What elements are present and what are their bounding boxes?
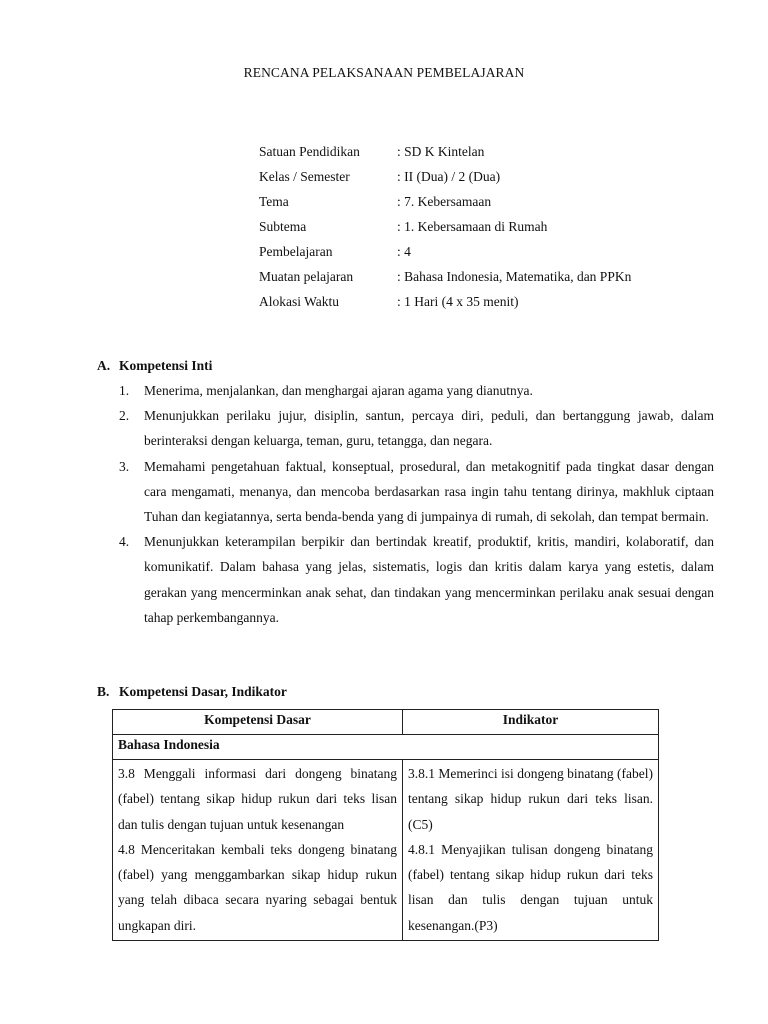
section-b-heading	[97, 682, 287, 702]
identity-label: Satuan Pendidikan	[259, 144, 360, 159]
table-header-row	[113, 710, 659, 735]
identity-row-alokasi	[259, 291, 679, 316]
section-title: Kompetensi Dasar, Indikator	[119, 684, 287, 699]
indikator-paragraph: 3.8.1 Memerinci isi dongeng binatang (fabel) tentang sikap hidup rukun dari teks lisan.(C5)	[408, 766, 653, 832]
identity-row-kelas	[259, 166, 679, 191]
indikator-cell	[403, 760, 659, 941]
column-header-kompetensi-dasar: Kompetensi Dasar	[113, 710, 403, 735]
section-title: Kompetensi Inti	[119, 358, 213, 373]
list-number: 2.	[119, 408, 130, 424]
identity-label: Subtema	[259, 219, 307, 234]
table-row	[113, 760, 659, 941]
identity-label: Kelas / Semester	[259, 169, 350, 184]
identity-row-pembelajaran	[259, 241, 679, 266]
identity-value: : 4	[397, 244, 411, 259]
identity-row-satuan	[259, 141, 679, 166]
list-number: 4.	[119, 534, 130, 550]
section-letter: A.	[97, 358, 111, 373]
list-number: 1.	[119, 383, 130, 398]
kompetensi-dasar-table	[112, 709, 659, 941]
identity-row-subtema	[259, 216, 679, 241]
identity-row-muatan	[259, 266, 679, 291]
section-a-heading	[97, 356, 212, 376]
identity-block	[259, 141, 679, 316]
column-header-indikator: Indikator	[403, 710, 659, 735]
kompetensi-inti-list	[119, 378, 714, 630]
indikator-paragraph: 4.8.1 Menyajikan tulisan dongeng binatang (fabel) tentang sikap hidup rukun dari teks lisan dan tulis dengan tujuan untuk kesenangan.(P3)	[408, 841, 653, 933]
list-item	[119, 403, 714, 453]
identity-label: Tema	[259, 194, 289, 209]
list-item	[119, 378, 714, 403]
kd-paragraph: 3.8 Menggali informasi dari dongeng binatang (fabel) tentang sikap hidup rukun dari teks lisan dan tulis dengan tujuan untuk kesenangan	[118, 766, 397, 832]
table-subject-row	[113, 735, 659, 760]
list-item	[119, 454, 714, 530]
list-item	[119, 529, 714, 630]
identity-row-tema	[259, 191, 679, 216]
identity-value: : 1 Hari (4 x 35 menit)	[397, 294, 519, 309]
identity-value: : SD K Kintelan	[397, 144, 485, 159]
identity-value: : II (Dua) / 2 (Dua)	[397, 169, 501, 184]
identity-label: Alokasi Waktu	[259, 294, 340, 309]
list-number: 3.	[119, 458, 130, 474]
section-letter: B.	[97, 684, 110, 699]
kd-paragraph: 4.8 Menceritakan kembali teks dongeng binatang (fabel) yang menggambarkan sikap hidup rukun yang telah dibaca secara nyaring sebagai bentuk ungkapan diri.	[118, 841, 397, 933]
identity-label: Pembelajaran	[259, 244, 333, 259]
identity-value: : 7. Kebersamaan	[397, 194, 492, 209]
identity-value: : Bahasa Indonesia, Matematika, dan PPKn	[397, 269, 632, 284]
kd-cell	[113, 760, 403, 941]
subject-label: Bahasa Indonesia	[113, 735, 659, 760]
identity-label: Muatan pelajaran	[259, 269, 354, 284]
list-text: Menunjukkan perilaku jujur, disiplin, santun, percaya diri, peduli, dan bertanggung jawab, dalam berinteraksi dengan keluarga, teman, guru, tetangga, dan negara.	[144, 408, 714, 449]
list-text: Memahami pengetahuan faktual, konseptual, prosedural, dan metakognitif pada tingkat dasar dengan cara mengamati, menanya, dan mencoba berdasarkan rasa ingin tahu tentang dirinya, makhluk ciptaan Tuhan dan kegiatannya, serta benda-benda yang di jumpainya di rumah, di sekolah, dan tempat bermain.	[144, 458, 714, 525]
document-title: RENCANA PELAKSANAAN PEMBELAJARAN	[243, 65, 525, 80]
list-text: Menerima, menjalankan, dan menghargai ajaran agama yang dianutnya.	[144, 383, 533, 398]
list-text: Menunjukkan keterampilan berpikir dan bertindak kreatif, produktif, kritis, mandiri, kolaboratif, dan komunikatif. Dalam bahasa yang jelas, sistematis, logis dan kritis dalam karya yang estetis, dalam gerakan yang mencerminkan anak sehat, dan tindakan yang mencerminkan perilaku anak sesuai dengan tahap perkembangannya.	[144, 534, 714, 625]
identity-value: : 1. Kebersamaan di Rumah	[397, 219, 548, 234]
